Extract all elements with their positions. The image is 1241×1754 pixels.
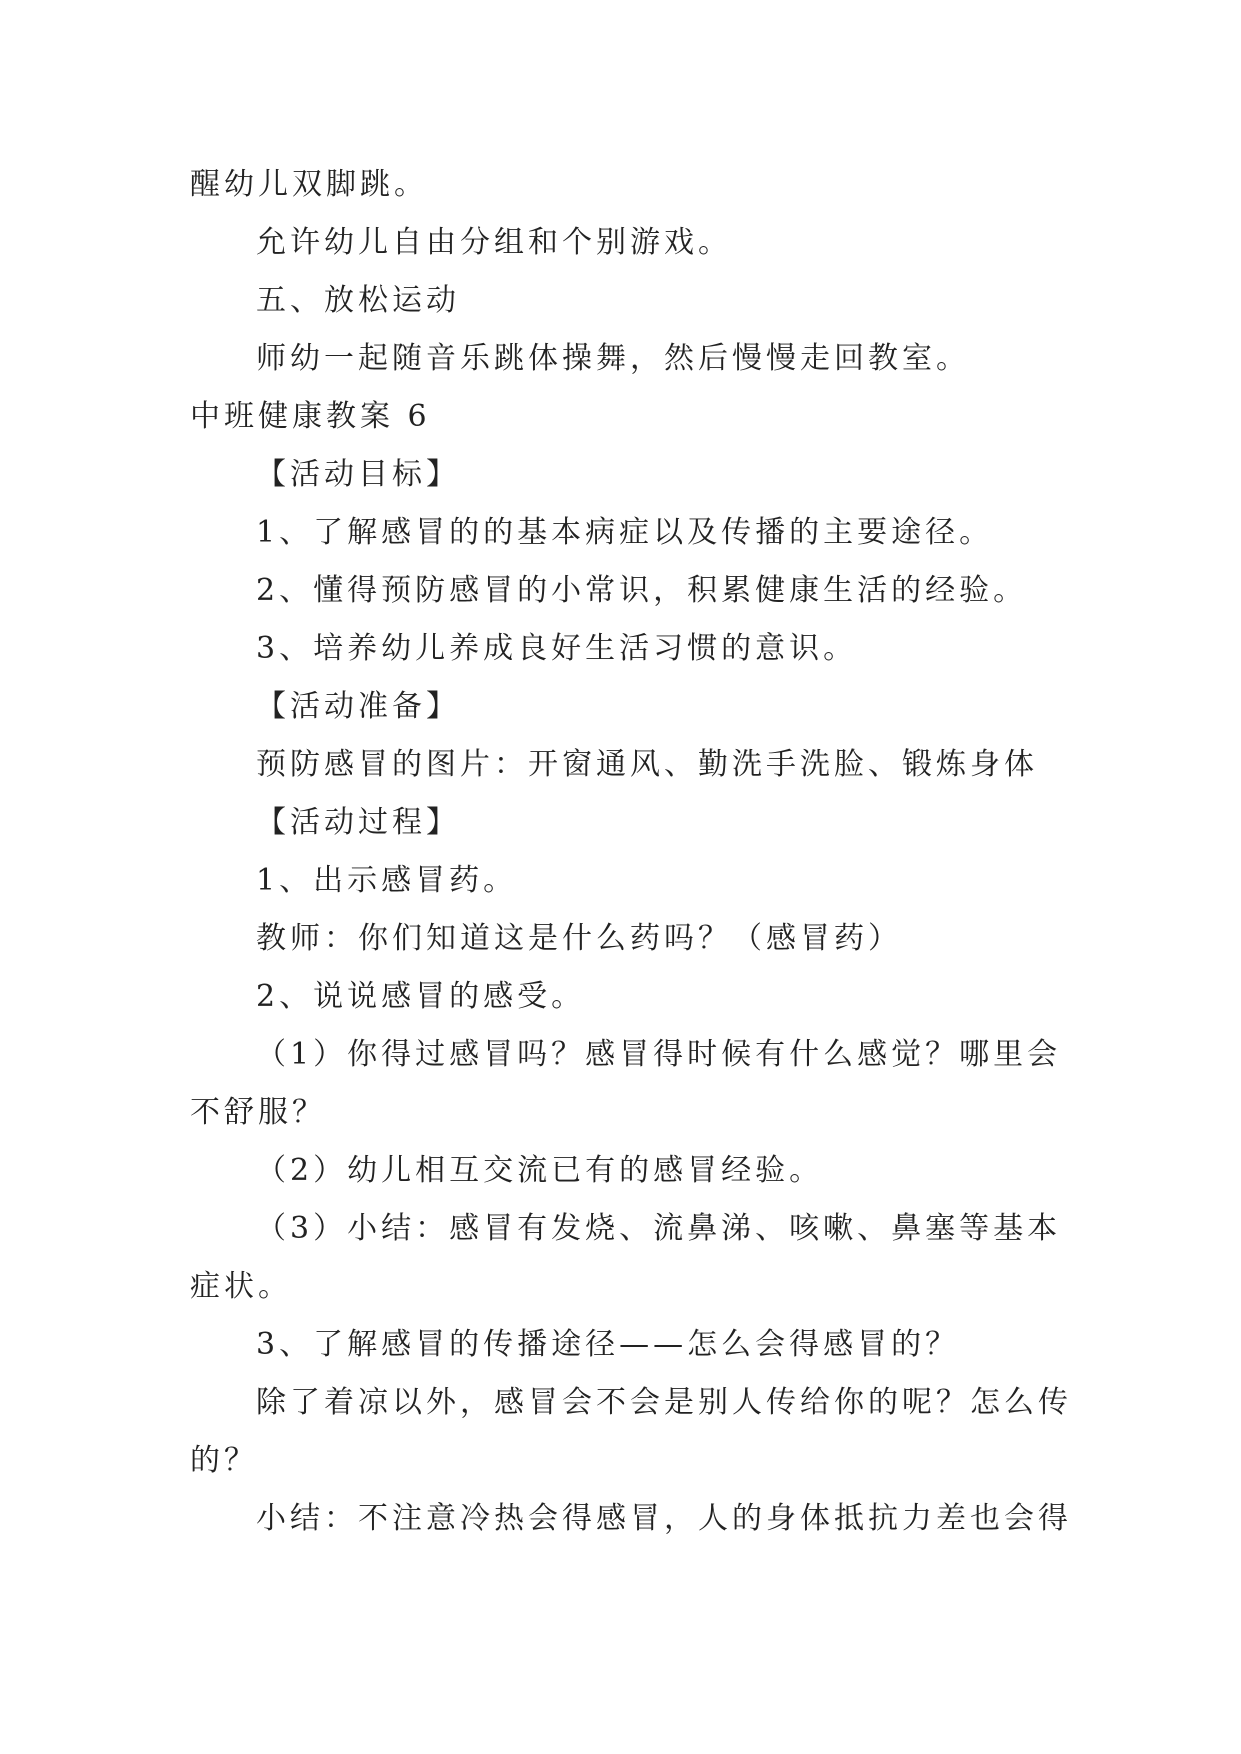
text-line: （2）幼儿相互交流已有的感冒经验。 [256,1153,824,1188]
list-item: 2、懂得预防感冒的小常识，积累健康生活的经验。 [256,573,1028,608]
text-line: 预防感冒的图片：开窗通风、勤洗手洗脸、锻炼身体 [256,747,1038,782]
list-item: 1、出示感冒药。 [256,863,518,898]
list-item: 1、了解感冒的的基本病症以及传播的主要途径。 [256,515,994,550]
text-line: 症状。 [190,1269,292,1304]
text-line: 小结：不注意冷热会得感冒，人的身体抵抗力差也会得 [256,1501,1072,1536]
text-line: 师幼一起随音乐跳体操舞，然后慢慢走回教室。 [256,341,970,376]
text-line: 教师：你们知道这是什么药吗？（感冒药） [256,921,902,956]
document-title: 中班健康教案 6 [190,399,431,434]
text-line: 的？ [190,1443,258,1478]
section-heading: 【活动准备】 [256,689,460,724]
list-item: 2、说说感冒的感受。 [256,979,586,1014]
text-line: 允许幼儿自由分组和个别游戏。 [256,225,732,260]
text-line: 醒幼儿双脚跳。 [190,167,428,202]
text-line: 不舒服？ [190,1095,326,1130]
text-line: 除了着凉以外，感冒会不会是别人传给你的呢？怎么传 [256,1385,1072,1420]
section-heading: 【活动目标】 [256,457,460,492]
text-line: （1）你得过感冒吗？感冒得时候有什么感觉？哪里会 [256,1037,1062,1072]
text-line: （3）小结：感冒有发烧、流鼻涕、咳嗽、鼻塞等基本 [256,1211,1062,1246]
section-heading: 【活动过程】 [256,805,460,840]
list-item: 3、了解感冒的传播途径——怎么会得感冒的？ [256,1327,960,1362]
list-item: 3、培养幼儿养成良好生活习惯的意识。 [256,631,858,666]
section-heading: 五、放松运动 [256,283,460,318]
